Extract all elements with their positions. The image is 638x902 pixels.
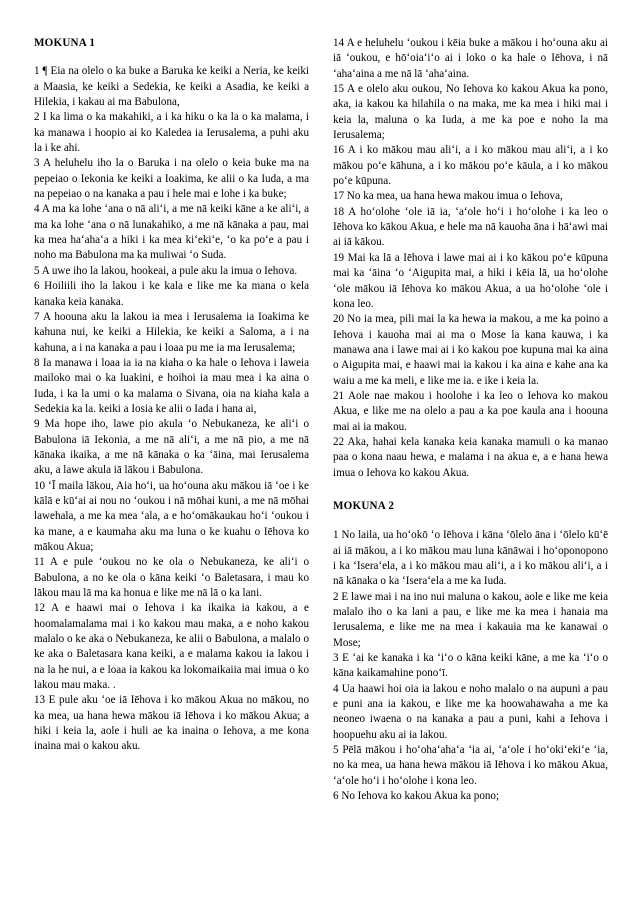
verse-8: 8 Ia manawa i loaa ia ia na kiaha o ka hale o Iehova i laweia mailoko mai o ka luakini, e hoihoi ia mau mea i ka aina o Iuda, i ka la umi o ka malama o Sivana, oia na kiaha kala a Sedekia ka la. keiki a Iosia ke alii o Iada i hana ai,	[34, 356, 309, 415]
verse-2: 2 I ka lima o ka makahiki, a i ka hiku o ka la o ka malama, i ka manawa i hoopio ai ko Kaledea ia Ierusalema, a puhi aku la i ke ahi.	[34, 111, 309, 155]
verse-2-2: 2 E lawe mai i na ino nui maluna o kakou, aole e like me keia malalo iho o ka lani a pau, e like me ka mea i hanaia ma Ierusalema, e like me na mea i kakauia ma ke kanawai o Mose;	[333, 590, 608, 649]
verse-16: 16 A i ko mākou mau aliʻi, a i ko mākou mau aliʻi, a i ko mākou poʻe kāhuna, a i ko mākou poʻe kāula, a i ko mākou poʻe kūpuna.	[333, 144, 608, 188]
verse-15: 15 A e olelo aku oukou, No Iehova ko kakou Akua ka pono, aka, ia kakou ka hilahila o na maka, me ka mea i hiki mai i keia la, maluna o ka Iuda, a me ka poe e noho la ma Ierusalema;	[333, 83, 608, 142]
verse-7: 7 A hoouna aku la lakou ia mea i Ierusalema ia Ioakima ke kahuna nui, ke keiki a Hilekia, ke keiki a Saloma, a i na kahuna, a i na kanaka a pau i loaa pu me ia ma Ierusalema;	[34, 310, 309, 354]
verse-9: 9 Ma hope iho, lawe pio akula ʻo Nebukaneza, ke aliʻi o Babulona iā Iekonia, a me nā aliʻi, a me nā pio, a me nā kānaka ikaika, a me nā kānaka o ka ʻāina, mai Ierusalema aku, a lawe akula iā lākou i Babulona.	[34, 418, 309, 477]
verse-1: 1 ¶ Eia na olelo o ka buke a Baruka ke keiki a Neria, ke keiki a Maasia, ke keiki a Sedekia, ke keiki a Asadia, ke keiki a Hilekia, i kakau ai ma Babulona,	[34, 65, 309, 109]
verse-5: 5 A uwe iho la lakou, hookeai, a pule aku la imua o Iehova.	[34, 264, 298, 277]
verse-21: 21 Aole nae makou i hoolohe i ka leo o Iehova ko makou Akua, e like me na olelo a pau a ka poe kaula ana i hoouna mai ai ia makou.	[333, 389, 608, 433]
right-column	[333, 36, 608, 805]
verse-14: 14 A e heluhelu ʻoukou i kēia buke a mākou i hoʻouna aku ai iā ʻoukou, e hōʻoiaʻiʻo ai i loko o ka hale o Iēhova, i nā ʻahaʻaina a me nā lā ʻahaʻaina.	[333, 37, 608, 80]
verse-2-3: 3 E ʻai ke kanaka i ka ʻiʻo o kāna keiki kāne, a me ka ʻiʻo o kāna kaikamahine ponoʻī.	[333, 652, 608, 680]
verse-17: 17 No ka mea, ua hana hewa makou imua o Iehova,	[333, 190, 563, 203]
left-column	[34, 36, 309, 755]
verse-10: 10 ʻĪ maila lākou, Aia hoʻi, ua hoʻouna aku mākou iā ʻoe i ke kālā e kūʻai ai nou no ʻoukou i nā mōhai kuni, a me nā mōhai lawehala, a me ka mea ʻala, a e hoʻomākaukau hoʻi ʻoukou i ka mane, a e kaumaha aku ma luna o ke kuahu o Iēhova ko mākou Akua;	[34, 479, 309, 553]
chapter-heading-2: MOKUNA 2	[333, 499, 395, 512]
verse-4: 4 A ma ka lohe ʻana o nā aliʻi, a me nā keiki kāne a ke aliʻi, a ma ka lohe ʻana o nā lunakahiko, a me nā kānaka a pau, mai ka mea haʻahaʻa a hiki i ka mea kiʻekiʻe, ʻo ka poʻe a pau i noho ma Babulona ma ka muliwai ʻo Suda.	[34, 203, 309, 262]
verse-12: 12 A e haawi mai o Iehova i ka ikaika ia kakou, a e hoomalamalama mai i ko kakou mau maka, a e noho kakou malalo o ke aka o Nebukaneza, ke alii o Babulona, a malalo o ke aka o Baletasara kana keiki, a e malama kakou ia lakou i na la he nui, a e loaa ia kakou ka lokomaikaiia mai imua o ko lakou mau maka. .	[34, 602, 309, 692]
verse-11: 11 A e pule ʻoukou no ke ola o Nebukaneza, ke aliʻi o Babulona, a no ke ola o kāna keiki ʻo Baletasara, i mau ko lākou mau lā ma ka honua e like me nā lā o ka lani.	[34, 556, 309, 600]
verse-2-6: 6 No Iehova ko kakou Akua ka pono;	[333, 790, 500, 803]
verse-18: 18 A hoʻolohe ʻole iā ia, ʻaʻole hoʻi i hoʻolohe i ka leo o Iēhova ko kākou Akua, e hele ma nā kauoha āna i hāʻawi mai ai iā kākou.	[333, 205, 608, 249]
right-verse-list-top	[333, 36, 608, 481]
verse-13: 13 E pule aku ʻoe iā Iēhova i ko mākou Akua no mākou, no ka mea, ua hana hewa mākou iā Iēhova i ko mākou Akua; a hiki i keia la, aole i huli ae ka inaina o Iehova, a me kona inaina mai o kakou aku.	[34, 694, 309, 753]
verse-19: 19 Mai ka lā a Iēhova i lawe mai ai i ko kākou poʻe kūpuna mai ka ʻāina ʻo ʻAigupita mai, a hiki i kēia lā, ua hoʻolohe ʻole mākou iā Iēhova ko mākou Akua, a ua hoʻolohe ʻole i kona leo.	[333, 251, 608, 310]
verse-22: 22 Aka, hahai kela kanaka keia kanaka mamuli o ka manao paa o kona naau hewa, e malama i na akua e, a e hana hewa imua o Iehova ko kakou Akua.	[333, 435, 608, 479]
verse-20: 20 No ia mea, pili mai la ka hewa ia makou, a me ka poino a Iehova i kauoha mai ai ma o Mose la kana kauwa, i ka manawa ana i lawe mai ai i ko kakou poe kupuna mai ka aina o Aigupita mai, e haawi mai ia kakou i ka aina e kahe ana ka waiu a me ka meli, e like me ia. e ike i keia la.	[333, 313, 608, 387]
verse-6: 6 Hoiliili iho la lakou i ke kala e like me ka mana o kela kanaka keia kanaka.	[34, 280, 309, 308]
verse-2-4: 4 Ua haawi hoi oia ia lakou e noho malalo o na aupuni a pau e puni ana ia kakou, e like me ka hoowahawaha a me ka neoneo iwaena o na kanaka a pau a puni, kahi a Iehova i hoopuehu aku ai ia lakou.	[333, 682, 608, 741]
verse-2-1: 1 No laila, ua hoʻokō ʻo Iēhova i kāna ʻōlelo āna i ʻōlelo kūʻē ai iā mākou, a i ko mākou mau luna kānāwai i hoʻoponopono i ka ʻIseraʻela, a i ko mākou mau aliʻi, a i ko mākou aliʻi, a i nā kānaka o ka ʻIseraʻela a me ka Iuda.	[333, 529, 608, 588]
right-verse-list-bottom	[333, 528, 608, 804]
verse-3: 3 A heluhelu iho la o Baruka i na olelo o keia buke ma na pepeiao o Iekonia ke keiki a Ioakima, ke alii o ka Iuda, a ma na pepeiao o na kanaka a pau i hele mai e lohe i ka buke;	[34, 157, 309, 201]
chapter-heading-1: MOKUNA 1	[34, 37, 96, 49]
verse-2-5: 5 Pēlā mākou i hoʻohaʻahaʻa ʻia ai, ʻaʻole i hoʻokiʻekiʻe ʻia, no ka mea, ua hana hewa mākou iā Iēhova i ko mākou Akua, ʻaʻole hoʻi i hoʻolohe i kona leo.	[333, 744, 608, 787]
left-verse-list	[34, 64, 309, 754]
